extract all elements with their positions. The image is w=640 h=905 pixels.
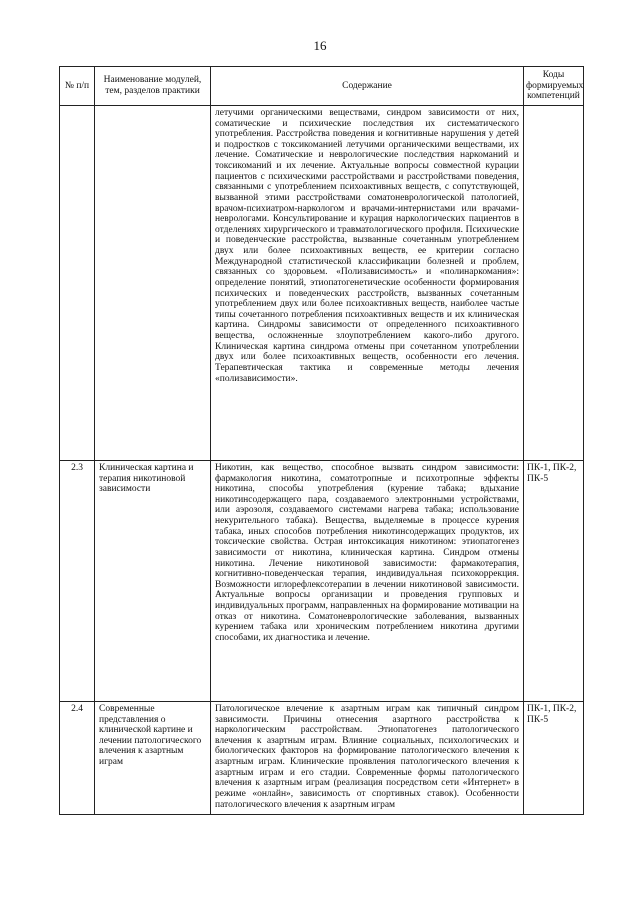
- row-name: [95, 105, 211, 460]
- row-codes: ПК-1, ПК-2, ПК-5: [524, 460, 584, 701]
- header-name: Наименование модулей, тем, разделов практики: [95, 67, 211, 106]
- row-content: Патологическое влечение к азартным играм как типичный синдром зависимости. Причины отнесения азартного расстройства к наркологическим расстройствам. Этиопатогенез патологического влечения к азартным играм. Влияние социальных, психологических и биологических факторов на формирование патологического влечения к азартным играм. Клинические проявления патологического влечения к азартным играм и его стадии. Современные формы патологического влечения к азартным играм (реализация посредством сети «Интернет» в режиме «онлайн», зависимость от спортивных ставок). Особенности патологического влечения к азартным играм: [211, 701, 524, 814]
- table-header-row: [60, 67, 584, 106]
- row-codes: [524, 105, 584, 460]
- row-name: Клиническая картина и терапия никотиновой зависимости: [95, 460, 211, 701]
- table-row: [60, 105, 584, 460]
- row-content: Никотин, как вещество, способное вызвать синдром зависимости: фармакология никотина, соматотропные и психотропные эффекты никотина, способы употребления (курение табака; вдыхание никотинсодержащего пара, создаваемого электронными устройствами, или аэрозоля, создаваемого системами нагрева табака; использование некурительного табака). Вещества, выделяемые в процессе курения табака, иных способов потребления никотинсодержащих продуктов, их токсические свойства. Острая интоксикация никотином: этиопатогенез зависимости от никотина, клиническая картина. Синдром отмены никотина. Лечение никотиновой зависимости: фармакотерапия, когнитивно-поведенческая терапия, индивидуальная психокоррекция. Возможности иглорефлексотерапии в лечении никотиновой зависимости. Актуальные вопросы организации и проведения групповых и индивидуальных программ, направленных на формирование мотивации на отказ от никотина. Соматоневрологические заболевания, вызванных курением табака или хроническим потреблением никотина другими способами, их диагностика и лечение.: [211, 460, 524, 701]
- row-num: [60, 105, 95, 460]
- row-name: Современные представления о клинической картине и лечении патологического влечения к азартным играм: [95, 701, 211, 814]
- row-num: 2.3: [60, 460, 95, 701]
- page-number: 16: [313, 38, 327, 53]
- row-num: 2.4: [60, 701, 95, 814]
- table-row: [60, 460, 584, 701]
- row-codes: ПК-1, ПК-2, ПК-5: [524, 701, 584, 814]
- header-num: № п/п: [60, 67, 95, 106]
- header-content: Содержание: [211, 67, 524, 106]
- header-codes: Коды формируемых компетенций: [524, 67, 584, 106]
- row-content: летучими органическими веществами, синдром зависимости от них, соматические и психические последствия их систематического употребления. Расстройства поведения и когнитивные нарушения у детей и подростков с токсикоманией летучими органическими веществами, их лечение. Соматические и неврологические последствия наркоманий и токсикоманий и их лечение. Актуальные вопросы совместной курации пациентов с психическими расстройствами и расстройствами поведения, связанными с употреблением психоактивных веществ, с сопутствующей, вызванной этими расстройствами соматоневрологической патологией, врачом-психиатром-наркологом и врачами-интернистами или врачами-неврологами. Консультирование и курация наркологических пациентов в отделениях хирургического и травматологического профиля. Психические и поведенческие расстройства, вызванные сочетанным употреблением двух или более психоактивных веществ, ее критерии согласно Международной статистической классификации болезней и проблем, связанных со здоровьем. «Полизависимость» и «полинаркомания»: определение понятий, этиопатогенетические особенности формирования психических и поведенческих расстройств, вызванных сочетанным употреблением двух или более психоактивных веществ, наиболее частые типы сочетанного потребления психоактивных веществ и их клиническая картина. Синдромы зависимости от определенного психоактивного вещества, осложненные злоупотреблением какого-либо другого. Клиническая картина синдрома отмены при сочетанном употреблении двух или более психоактивных веществ, особенности его лечения. Терапевтическая тактика и современные методы лечения «полизависимости».: [211, 105, 524, 460]
- curriculum-table: [59, 66, 584, 815]
- table-row: [60, 701, 584, 814]
